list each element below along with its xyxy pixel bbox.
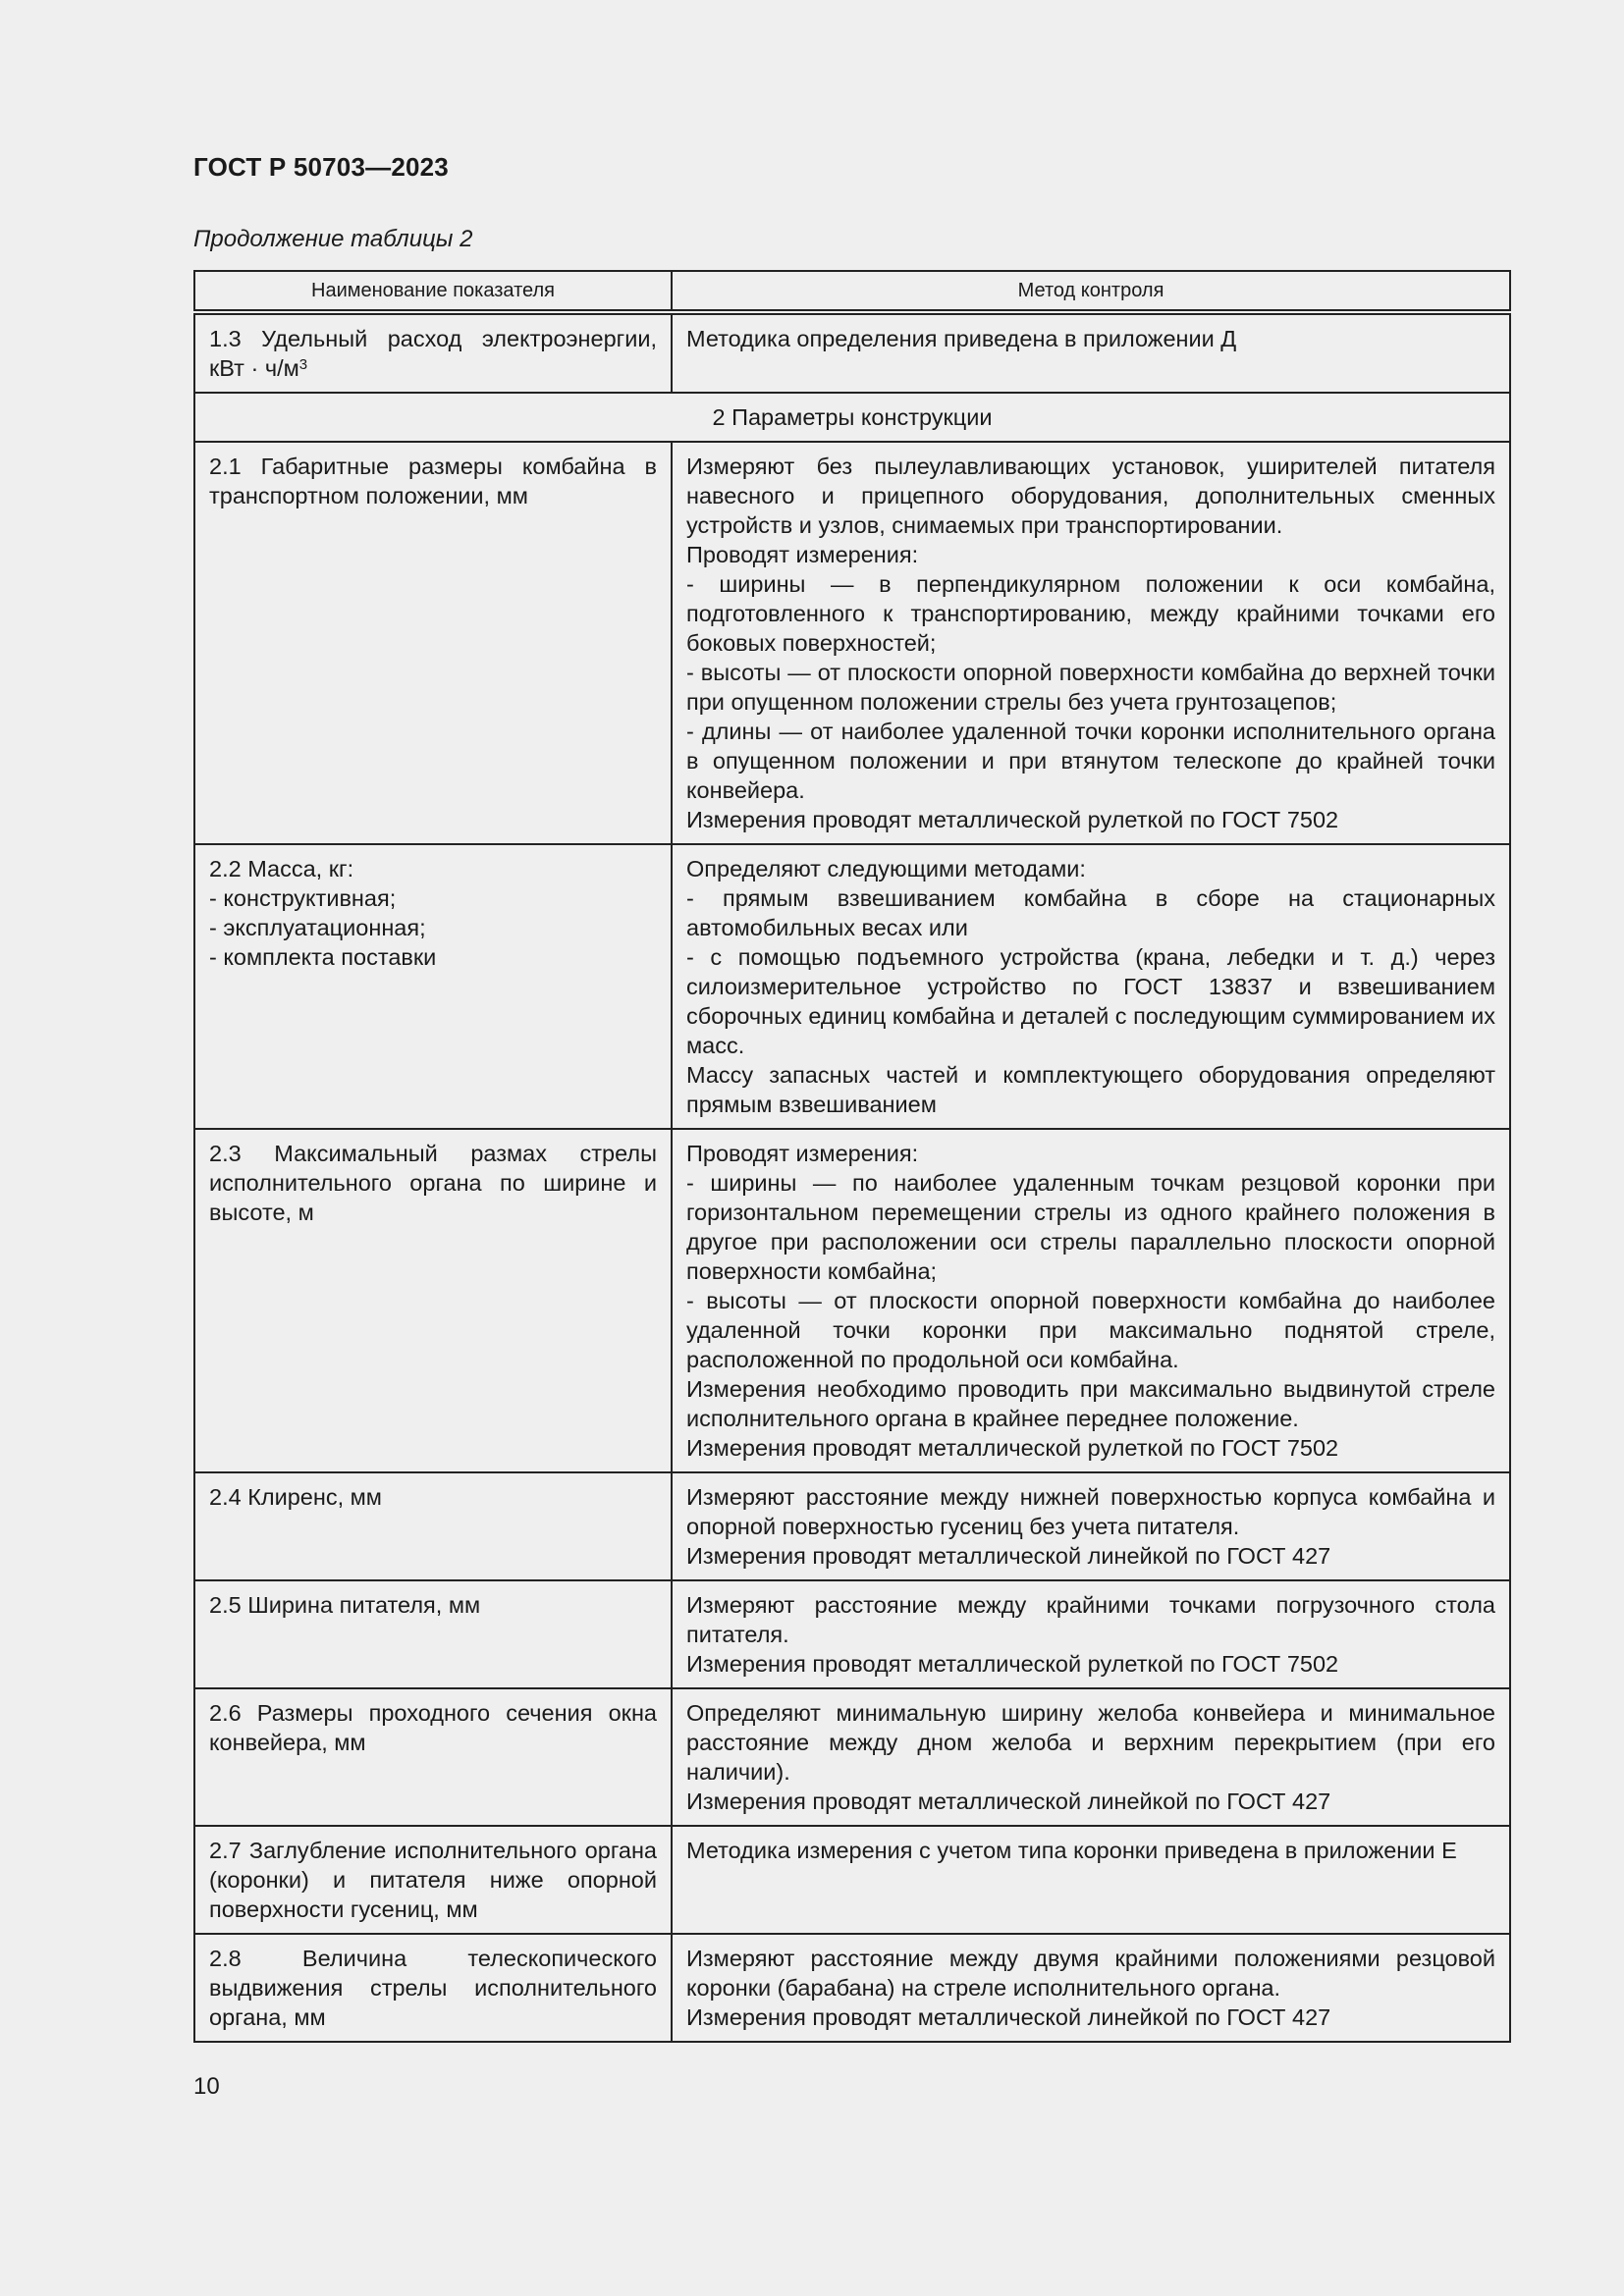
indicator-cell: 2.8 Величина телескопического выдвижения стрелы исполнительного органа, мм [194, 1934, 672, 2042]
indicator-line: - конструктивная; [209, 885, 397, 911]
indicator-cell: 2.3 Максимальный размах стрелы исполнительного органа по ширине и высоте, м [194, 1129, 672, 1472]
method-line: - с помощью подъемного устройства (крана, лебедки и т. д.) через силоизмерительное устройство по ГОСТ 13837 и взвешиванием сборочных единиц комбайна и деталей с последующим суммированием их масс. [686, 944, 1495, 1058]
method-line: Измеряют без пылеулавливающих установок, уширителей питателя навесного и прицепного оборудования, дополнительных сменных устройств и узлов, снимаемых при транспортировании. [686, 454, 1495, 538]
method-line: - высоты — от плоскости опорной поверхности комбайна до наиболее удаленной точки коронки при максимально поднятой стреле, расположенной по продольной оси комбайна. [686, 1288, 1495, 1372]
method-line: Проводят измерения: [686, 542, 919, 567]
table-row [194, 1688, 1510, 1826]
method-line: - ширины — по наиболее удаленным точкам резцовой коронки при горизонтальном перемещении стрелы из одного крайнего положения в другое при расположении оси стрелы параллельно плоскости опорной поверхности комбайна; [686, 1170, 1495, 1284]
indicator-cell: 2.1 Габаритные размеры комбайна в транспортном положении, мм [194, 442, 672, 844]
method-cell: Методика определения приведена в приложении Д [672, 312, 1510, 393]
method-line: Измерения проводят металлической рулеткой по ГОСТ 7502 [686, 1435, 1339, 1461]
table-row [194, 1129, 1510, 1472]
method-line: Измерения проводят металлической линейкой по ГОСТ 427 [686, 1543, 1331, 1569]
table-row [194, 1472, 1510, 1580]
column-header-indicator: Наименование показателя [194, 271, 672, 312]
method-line: - длины — от наиболее удаленной точки коронки исполнительного органа в опущенном положении и при втянутом телескопе до крайней точки конвейера. [686, 719, 1495, 803]
method-line: Измерения необходимо проводить при максимально выдвинутой стреле исполнительного органа в крайнее переднее положение. [686, 1376, 1495, 1431]
table-caption: Продолжение таблицы 2 [193, 226, 473, 252]
method-line: - ширины — в перпендикулярном положении к оси комбайна, подготовленного к транспортированию, между крайними точками его боковых поверхностей; [686, 571, 1495, 656]
method-cell [672, 1580, 1510, 1688]
indicator-line: - эксплуатационная; [209, 915, 426, 940]
indicator-line: - комплекта поставки [209, 944, 437, 970]
method-line: Измерения проводят металлической линейкой по ГОСТ 427 [686, 1789, 1331, 1814]
method-cell [672, 442, 1510, 844]
method-cell [672, 1688, 1510, 1826]
method-line: Измеряют расстояние между нижней поверхностью корпуса комбайна и опорной поверхностью гусениц без учета питателя. [686, 1484, 1495, 1539]
method-cell [672, 844, 1510, 1129]
table-header-row [194, 271, 1510, 312]
table-row [194, 1934, 1510, 2042]
method-line: Измеряют расстояние между двумя крайними положениями резцовой коронки (барабана) на стреле исполнительного органа. [686, 1946, 1495, 2001]
indicator-cell: 2.4 Клиренс, мм [194, 1472, 672, 1580]
control-methods-table [193, 270, 1511, 2043]
method-line: Определяют минимальную ширину желоба конвейера и минимальное расстояние между дном желоба и верхним перекрытием (при его наличии). [686, 1700, 1495, 1785]
method-cell [672, 1472, 1510, 1580]
method-line: Измерения проводят металлической рулеткой по ГОСТ 7502 [686, 1651, 1339, 1677]
table-row [194, 442, 1510, 844]
method-cell [672, 1934, 1510, 2042]
indicator-cell [194, 844, 672, 1129]
document-header: ГОСТ Р 50703—2023 [193, 152, 449, 182]
method-cell: Методика измерения с учетом типа коронки приведена в приложении Е [672, 1826, 1510, 1934]
method-line: Определяют следующими методами: [686, 856, 1086, 881]
table-row [194, 1580, 1510, 1688]
method-line: - высоты — от плоскости опорной поверхности комбайна до верхней точки при опущенном положении стрелы без учета грунтозацепов; [686, 660, 1495, 715]
indicator-cell: 2.5 Ширина питателя, мм [194, 1580, 672, 1688]
table-row [194, 1826, 1510, 1934]
table-row [194, 312, 1510, 393]
indicator-text: 1.3 Удельный расход электроэнергии, кВт · ч/м [209, 326, 657, 381]
column-header-method: Метод контроля [672, 271, 1510, 312]
method-line: Измерения проводят металлической рулеткой по ГОСТ 7502 [686, 807, 1339, 832]
page-number: 10 [193, 2073, 220, 2100]
section-row [194, 393, 1510, 442]
method-line: Измерения проводят металлической линейкой по ГОСТ 427 [686, 2004, 1331, 2030]
indicator-line: 2.2 Масса, кг: [209, 856, 354, 881]
indicator-cell: 2.6 Размеры проходного сечения окна конвейера, мм [194, 1688, 672, 1826]
method-cell [672, 1129, 1510, 1472]
method-line: - прямым взвешиванием комбайна в сборе на стационарных автомобильных весах или [686, 885, 1495, 940]
method-line: Массу запасных частей и комплектующего оборудования определяют прямым взвешиванием [686, 1062, 1495, 1117]
indicator-cell: 2.7 Заглубление исполнительного органа (коронки) и питателя ниже опорной поверхности гусениц, мм [194, 1826, 672, 1934]
method-line: Проводят измерения: [686, 1141, 919, 1166]
section-title: 2 Параметры конструкции [194, 393, 1510, 442]
table-row [194, 844, 1510, 1129]
method-line: Измеряют расстояние между крайними точками погрузочного стола питателя. [686, 1592, 1495, 1647]
superscript: 3 [298, 356, 308, 373]
indicator-cell [194, 312, 672, 393]
